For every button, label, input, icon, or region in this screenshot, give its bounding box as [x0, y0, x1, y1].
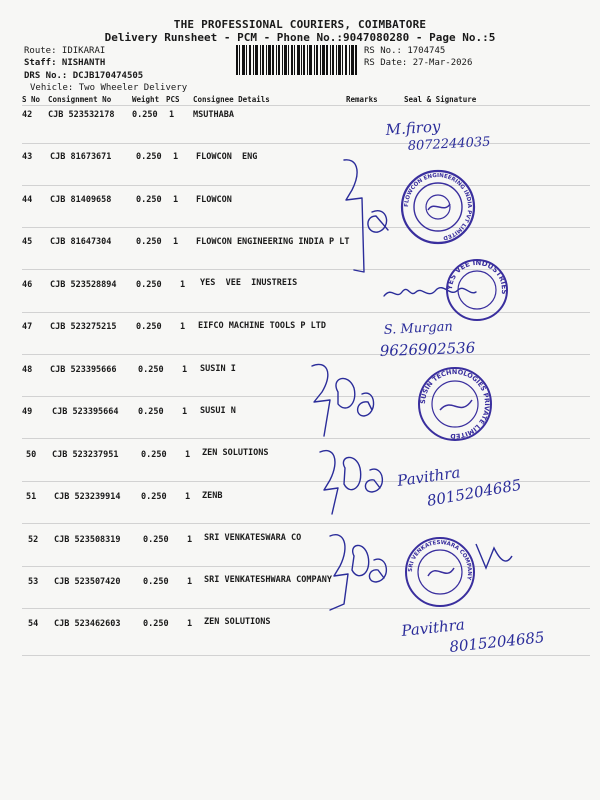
rs-number: RS No.: 1704745: [364, 46, 446, 56]
row-consignment: CJB 523239914: [54, 492, 121, 502]
row-divider: [22, 396, 590, 397]
row-consignment: CJB 523528894: [50, 280, 117, 290]
staff-label: Staff: NISHANTH: [24, 58, 106, 68]
row-sno: 51: [26, 492, 37, 502]
row-consignment: CJB 523532178: [48, 110, 115, 120]
row-consignment: CJB 523507420: [54, 577, 121, 587]
delivery-bracket-mark: [330, 535, 348, 610]
row-consignment: CJB 523395666: [50, 365, 117, 375]
row-divider: [22, 354, 590, 355]
row-pcs: 1: [180, 280, 186, 290]
rs-date: RS Date: 27-Mar-2026: [364, 58, 473, 68]
row-divider: [22, 438, 590, 439]
row-divider: [22, 269, 590, 270]
row-pcs: 1: [187, 577, 193, 587]
row-weight: 0.250: [143, 619, 169, 629]
column-header-consignee: Consignee Details: [193, 95, 270, 104]
handwritten-name-42: M.firoy: [385, 117, 441, 139]
row-divider: [22, 608, 590, 609]
row-sno: 44: [22, 195, 33, 205]
row-weight: 0.250: [136, 195, 162, 205]
row-sno: 49: [22, 407, 33, 417]
row-consignee: SUSIN I: [200, 364, 236, 374]
row-pcs: 1: [187, 535, 193, 545]
row-pcs: 1: [180, 322, 186, 332]
initial-mark: [343, 457, 360, 489]
drs-label: DRS No.: DCJB170474505: [24, 71, 144, 81]
row-pcs: 1: [187, 619, 193, 629]
row-consignee: ZENB: [202, 491, 223, 501]
row-consignee: FLOWCON ENG: [196, 152, 258, 162]
column-header-weight: Weight: [132, 95, 160, 104]
handwritten-name-50: Pavithra: [396, 463, 462, 490]
row-weight: 0.250: [136, 237, 162, 247]
row-weight: 0.250: [132, 110, 158, 120]
row-consignee: ZEN SOLUTIONS: [204, 617, 271, 627]
column-header-seal: Seal & Signature: [404, 95, 477, 104]
row-consignee: EIFCO MACHINE TOOLS P LTD: [198, 321, 326, 331]
row-sno: 46: [22, 280, 33, 290]
svg-text:SUSIN TECHNOLOGIES PRIVATE LIM: [419, 368, 491, 440]
row-divider: [22, 566, 590, 567]
company-stamp-sri: [406, 538, 512, 606]
document-subtitle: Delivery Runsheet - PCM - Phone No.:9047080280 - Page No.:5: [104, 31, 496, 44]
row-weight: 0.250: [141, 450, 167, 460]
row-sno: 53: [28, 577, 39, 587]
row-sno: 52: [28, 535, 39, 545]
column-header-consignment: Consignment No: [48, 95, 112, 104]
row-weight: 0.250: [138, 365, 164, 375]
row-pcs: 1: [182, 365, 188, 375]
row-pcs: 1: [173, 237, 179, 247]
column-header-sno: S No: [22, 95, 41, 104]
delivery-bracket-mark: [320, 451, 338, 514]
row-pcs: 1: [185, 450, 191, 460]
row-consignment: CJB 523462603: [54, 619, 121, 629]
row-divider: [22, 227, 590, 228]
row-divider: [22, 312, 590, 313]
handwritten-name-47: S. Murgan: [383, 319, 454, 338]
row-consignment: CJB 81673671: [50, 152, 112, 162]
row-consignment: CJB 523275215: [50, 322, 117, 332]
row-consignee: YES VEE INUSTREIS: [200, 278, 298, 288]
svg-text:FLOWCON ENGINEERING INDIA PVT: [404, 173, 472, 241]
row-consignee: ZEN SOLUTIONS: [202, 448, 269, 458]
column-header-remarks: Remarks: [346, 95, 378, 104]
handwritten-name-54: Pavithra: [400, 615, 466, 640]
header-divider: [22, 105, 590, 106]
row-sno: 50: [26, 450, 37, 460]
initial-mark: [352, 545, 369, 575]
row-weight: 0.250: [136, 152, 162, 162]
document-title: THE PROFESSIONAL COURIERS, COIMBATORE: [173, 18, 427, 31]
row-consignee: MSUTHABA: [193, 110, 234, 120]
row-weight: 0.250: [143, 535, 169, 545]
stamp-text-flowcon: FLOWCON ENGINEERING INDIA PVT LIMITED: [403, 172, 473, 241]
barcode-image: [236, 45, 358, 75]
row-divider: [22, 481, 590, 482]
stamp-text-sri: SRI VENKATESWARA COMPANY: [407, 539, 473, 581]
svg-text:SRI VENKATESWARA COMPANY: [408, 540, 472, 582]
row-weight: 0.250: [138, 407, 164, 417]
stamp-text-susin: SUSIN TECHNOLOGIES PRIVATE LIMITED: [418, 367, 492, 441]
company-stamp-susin: [419, 368, 491, 440]
svg-text:YES VEE INDUSTRIES: [446, 259, 508, 295]
signature-scribble: [384, 288, 476, 296]
row-consignee: SRI VENKATESWARA CO: [204, 533, 302, 543]
row-sno: 47: [22, 322, 33, 332]
row-divider: [22, 655, 590, 656]
row-consignment: CJB 81647304: [50, 237, 112, 247]
initial-mark: [369, 559, 386, 582]
delivery-bracket-mark: [344, 160, 364, 272]
row-sno: 43: [22, 152, 33, 162]
row-sno: 48: [22, 365, 33, 375]
row-sno: 42: [22, 110, 33, 120]
row-sno: 54: [28, 619, 39, 629]
initial-mark: [368, 211, 388, 232]
row-consignee: FLOWCON: [196, 195, 232, 205]
route-label: Route: IDIKARAI: [24, 46, 106, 56]
row-consignee: FLOWCON ENGINEERING INDIA P LT: [196, 237, 350, 247]
row-pcs: 1: [169, 110, 175, 120]
row-divider: [22, 523, 590, 524]
row-divider: [22, 185, 590, 186]
initial-mark: [336, 378, 355, 408]
row-consignment: CJB 523237951: [52, 450, 119, 460]
column-header-pcs: PCS: [166, 95, 180, 104]
row-consignment: CJB 523395664: [52, 407, 119, 417]
row-weight: 0.250: [141, 492, 167, 502]
company-stamp-flowcon: [402, 171, 474, 243]
row-pcs: 1: [173, 152, 179, 162]
row-divider: [22, 143, 590, 144]
row-weight: 0.250: [143, 577, 169, 587]
row-weight: 0.250: [136, 280, 162, 290]
row-consignment: CJB 523508319: [54, 535, 121, 545]
row-pcs: 1: [173, 195, 179, 205]
handwritten-phone-47: 9626902536: [379, 338, 476, 360]
row-pcs: 1: [185, 492, 191, 502]
handwritten-phone-50: 8015204685: [425, 475, 523, 510]
handwritten-phone-54: 8015204685: [448, 628, 546, 656]
stamp-text-yesvee: YES VEE INDUSTRIES: [445, 258, 509, 295]
row-consignee: SUSUI N: [200, 406, 236, 416]
handwritten-phone-42: 8072244035: [407, 134, 491, 154]
row-consignment: CJB 81409658: [50, 195, 112, 205]
row-pcs: 1: [182, 407, 188, 417]
row-consignee: SRI VENKATESHWARA COMPANY: [204, 575, 332, 585]
delivery-bracket-mark: [312, 364, 330, 436]
row-sno: 45: [22, 237, 33, 247]
row-weight: 0.250: [136, 322, 162, 332]
vehicle-label: Vehicle: Two Wheeler Delivery: [30, 83, 188, 93]
